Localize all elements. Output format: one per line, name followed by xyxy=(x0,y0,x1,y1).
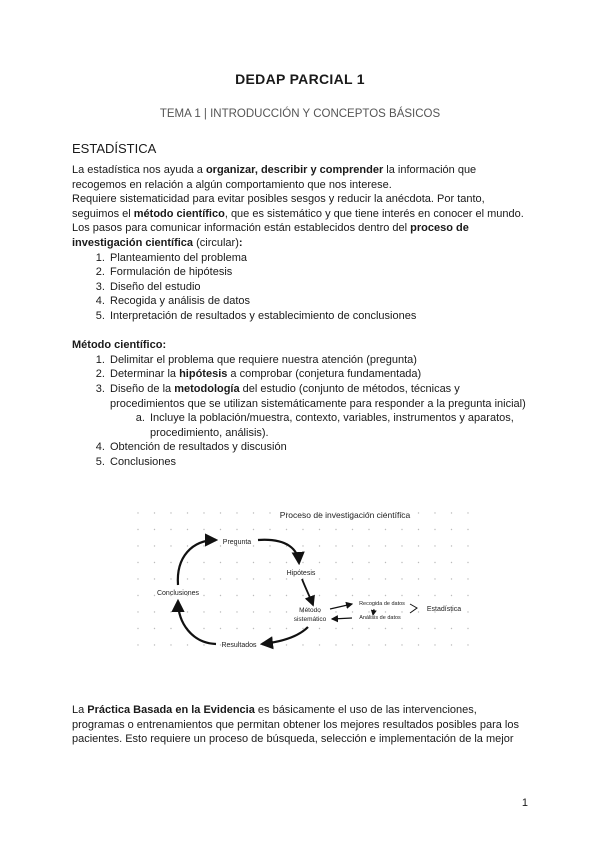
list-item: a. Incluye la población/muestra, contexto, variables, instrumentos y aparatos, procedimiento, análisis). xyxy=(148,411,532,440)
research-process-diagram xyxy=(130,505,475,660)
list-item: 1. Delimitar el problema que requiere nuestra atención (pregunta) xyxy=(108,353,532,368)
node-pregunta: Pregunta xyxy=(222,539,252,546)
list-item: 5. Interpretación de resultados y establecimiento de conclusiones xyxy=(108,309,532,324)
node-resultados: Resultados xyxy=(221,642,257,649)
node-conclusiones: Conclusiones xyxy=(156,590,200,597)
list-item: 3. Diseño del estudio xyxy=(108,280,532,295)
list-item: 1. Planteamiento del problema xyxy=(108,251,532,266)
node-metodo-line2: sistemático xyxy=(293,616,327,623)
document-title: DEDAP PARCIAL 1 xyxy=(235,71,365,87)
node-analisis: Análisis de datos xyxy=(359,615,401,621)
node-hipotesis: Hipótesis xyxy=(286,570,316,577)
method-heading: Método científico: xyxy=(72,339,167,352)
paragraph-scientific-method: Requiere sistematicidad para evitar posibles sesgos y reducir la anécdota. Por tanto, seguimos el método científico, que es sistemático y que tiene interés en conocer el mundo. xyxy=(72,193,524,220)
evidence-paragraph: La Práctica Basada en la Evidencia es básicamente el uso de las intervenciones, programas o entrenamientos que permitan obtener los mejores resultados posibles para los pacientes. Esto requiere un proceso de búsqueda, selección e implementación de la mejor xyxy=(72,704,519,746)
paragraph-research-process: Los pasos para comunicar información están establecidos dentro del proceso de investigación científica (circular): xyxy=(72,222,469,249)
paragraph-statistics-definition: La estadística nos ayuda a organizar, describir y comprender la información que recogemos en relación a algún comportamiento que nos interese. xyxy=(72,164,477,191)
section-heading: ESTADÍSTICA xyxy=(72,141,157,156)
node-estadistica: Estadística xyxy=(426,606,462,613)
page-number: 1 xyxy=(521,797,528,809)
list-item: 2. Determinar la hipótesis a comprobar (conjetura fundamentada) xyxy=(108,367,532,382)
method-steps-list xyxy=(72,353,532,470)
research-steps-list xyxy=(72,251,532,324)
node-recogida: Recogida de datos xyxy=(359,601,405,607)
node-metodo-line1: Método xyxy=(299,607,321,614)
list-item: 4. Recogida y análisis de datos xyxy=(108,294,532,309)
list-item: 2. Formulación de hipótesis xyxy=(108,265,532,280)
list-item: 4. Obtención de resultados y discusión xyxy=(108,440,532,455)
list-item: 3. Diseño de la metodología del estudio (conjunto de métodos, técnicas y procedimientos que se utilizan sistemáticamente para responder a la pregunta inicial) a. Incluye la población/muestra, contexto, variables, instrumentos y aparatos, procedimiento, análisis). xyxy=(108,382,532,440)
diagram-title: Proceso de investigación científica xyxy=(279,510,411,520)
topic-subtitle: TEMA 1 | INTRODUCCIÓN Y CONCEPTOS BÁSICOS xyxy=(159,108,441,120)
list-item: 5. Conclusiones xyxy=(108,455,532,470)
method-sublist xyxy=(110,411,532,440)
main-content xyxy=(72,163,532,469)
